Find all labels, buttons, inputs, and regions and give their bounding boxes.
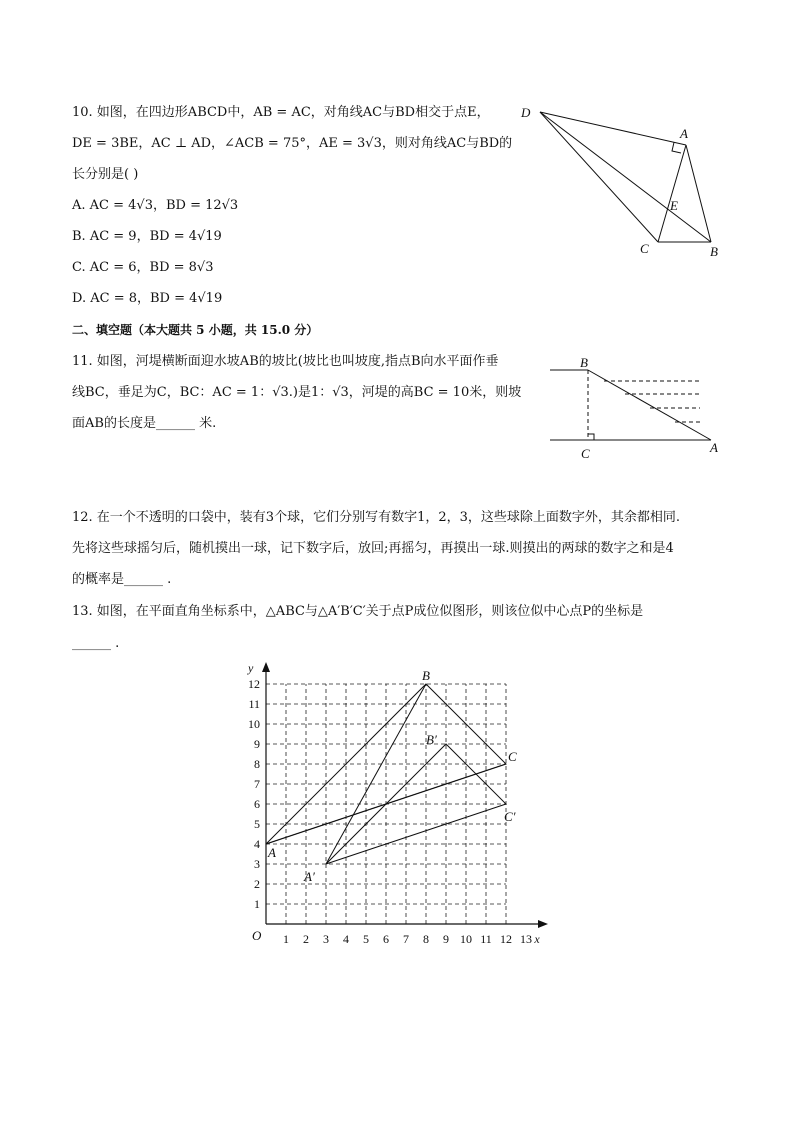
y-tick-label: 2 (254, 877, 260, 891)
q12-line-3: 的概率是______ . (72, 572, 172, 587)
q13-line-1: 13. 如图，在平面直角坐标系中，△ABC与△A′B′C′关于点P成位似图形，则该位似中心点P的坐标是 (72, 604, 644, 619)
q10-option-c: C. AC = 6，BD = 8√3 (72, 260, 214, 275)
q10-line-2: DE = 3BE，AC ⊥ AD，∠ACB = 75°，AE = 3√3，则对角线AC与BD的 (72, 136, 513, 151)
q10-option-a: A. AC = 4√3，BD = 12√3 (72, 198, 239, 213)
x-tick-label: 6 (383, 932, 389, 946)
y-tick-label: 4 (254, 837, 260, 851)
q10-label-e: E (670, 198, 678, 213)
x-tick-label: 12 (500, 932, 512, 946)
x-tick-label: 8 (423, 932, 429, 946)
x-tick-label: 11 (480, 932, 492, 946)
x-tick-label: 7 (403, 932, 409, 946)
y-tick-label: 9 (254, 737, 260, 751)
q11-label-b: B (580, 355, 588, 370)
x-tick-label: 3 (323, 932, 329, 946)
x-tick-label: 4 (343, 932, 349, 946)
q10-option-d: D. AC = 8，BD = 4√19 (72, 291, 223, 306)
connecting-line (326, 684, 426, 864)
x-tick-label: 2 (303, 932, 309, 946)
q13-line-2: ______ . (72, 636, 120, 651)
vertex-label: C′ (504, 809, 516, 824)
vertex-label: A (268, 845, 276, 860)
q11-label-c: C (581, 446, 590, 461)
vertex-label: A′ (304, 869, 315, 884)
origin-label: O (252, 928, 262, 943)
q10-label-a: A (680, 126, 688, 141)
y-axis-label: y (248, 661, 254, 675)
y-tick-label: 12 (248, 677, 260, 691)
y-tick-label: 1 (254, 897, 260, 911)
vertex-label: B′ (426, 732, 437, 747)
q10-label-d: D (521, 105, 531, 120)
q10-label-b: B (710, 244, 718, 259)
x-axis-label: x (534, 932, 540, 946)
y-tick-label: 11 (248, 697, 260, 711)
q10-line-1: 10. 如图，在四边形ABCD中，AB = AC，对角线AC与BD相交于点E， (72, 105, 490, 120)
q10-label-c: C (640, 241, 649, 256)
x-tick-label: 10 (460, 932, 472, 946)
q10-line-3: 长分别是( ) (72, 167, 139, 182)
vertex-label: C (508, 749, 517, 764)
x-axis-arrow (538, 920, 548, 928)
y-axis-arrow (262, 662, 270, 672)
q11-line-3: 面AB的长度是______ 米. (72, 416, 217, 431)
section-fill-in-header: 二、填空题（本大题共 5 小题，共 15.0 分） (72, 323, 319, 337)
x-tick-label: 9 (443, 932, 449, 946)
y-tick-label: 6 (254, 797, 260, 811)
vertex-label: B (422, 668, 430, 683)
q12-line-2: 先将这些球摇匀后，随机摸出一球，记下数字后，放回;再摇匀，再摸出一球.则摸出的两球的数字之和是4 (72, 541, 674, 556)
y-tick-label: 3 (254, 857, 260, 871)
q12-line-1: 12. 在一个不透明的口袋中，装有3个球，它们分别写有数字1，2，3，这些球除上面数字外，其余都相同. (72, 510, 681, 525)
x-tick-label: 5 (363, 932, 369, 946)
q11-line-2: 线BC，垂足为C，BC：AC = 1：√3.)是1：√3，河堤的高BC = 10米，则坡 (72, 385, 522, 400)
q11-label-a: A (710, 440, 718, 455)
x-tick-label: 1 (283, 932, 289, 946)
q10-option-b: B. AC = 9，BD = 4√19 (72, 229, 222, 244)
y-tick-label: 7 (254, 777, 260, 791)
x-tick-label: 13 (520, 932, 532, 946)
q11-line-1: 11. 如图，河堤横断面迎水坡AB的坡比(坡比也叫坡度,指点B向水平面作垂 (72, 354, 499, 369)
y-tick-label: 5 (254, 817, 260, 831)
y-tick-label: 10 (248, 717, 260, 731)
y-tick-label: 8 (254, 757, 260, 771)
